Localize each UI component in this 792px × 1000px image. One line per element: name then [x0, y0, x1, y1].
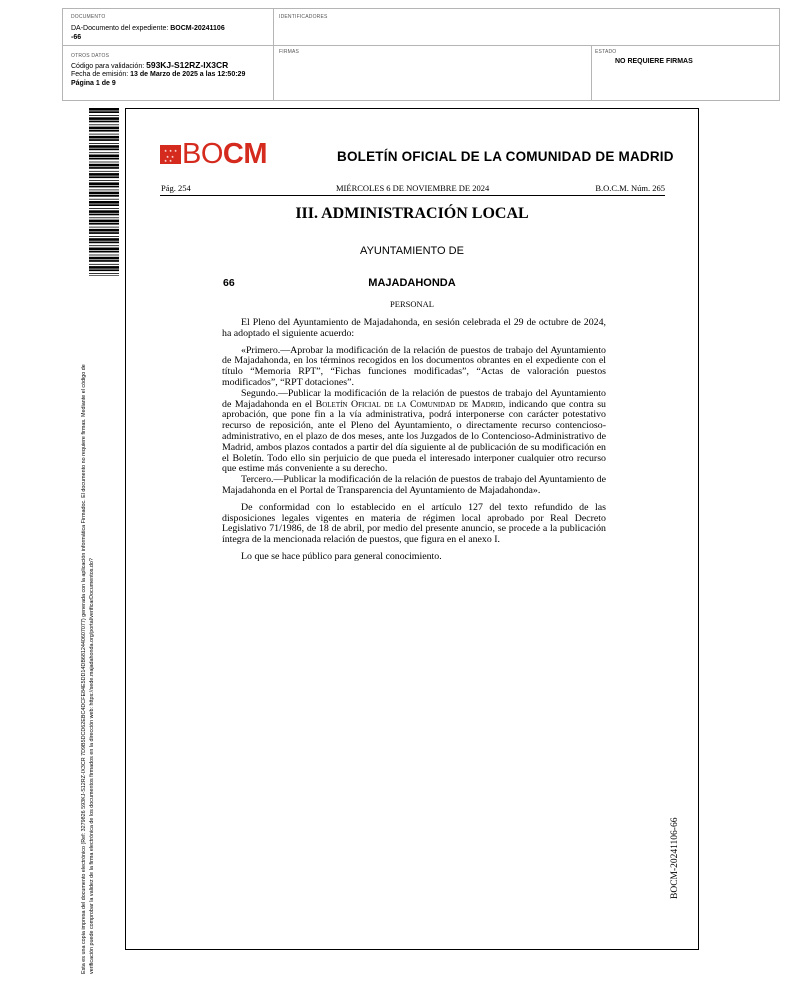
bocm-logo	[160, 139, 267, 169]
estado-label: ESTADO	[595, 49, 617, 55]
otros-datos-label: OTROS DATOS	[71, 53, 110, 59]
municipality-heading: MAJADAHONDA	[368, 277, 456, 289]
documento-id-suffix: -66	[71, 33, 82, 41]
codigo-value: 593KJ-S12RZ-IX3CR	[146, 60, 229, 70]
paragraph: Segundo.—Publicar la modificación de la relación de puestos de trabajo del Ayuntamiento de Majadahonda en el Boletín Oficial de la Comunidad de Madrid, indicando que contra su aprobación, que pone fin a la vía administrativa, podrá interponerse con carácter potestativo recurso de reposición, ante el Pleno del Ayuntamiento, o directamente recurso contencioso-administrativo, en el plazo de dos meses, ante los Juzgados de lo Contencioso-Administrativo de Madrid, ambos plazos contados a partir del día siguiente al de publicación de su modificación en el Boletín. Todo ello sin perjuicio de que pueda el interesado interponer cualquier otro recurso que estime más conveniente a su derecho.	[222, 387, 606, 475]
bulletin-page	[125, 108, 699, 950]
publication-date: MIÉRCOLES 6 DE NOVIEMBRE DE 2024	[336, 183, 490, 193]
documento-label: DOCUMENTO	[71, 14, 106, 20]
announcement-body	[222, 318, 606, 563]
document-metadata-box	[62, 8, 780, 101]
paragraph: «Primero.—Aprobar la modificación de la relación de puestos de trabajo del Ayuntamiento de Majadahonda, en los términos recogidos en los documentos obrantes en el expediente con el título “Memoria RPT”, “Fichas funciones modificadas”, “Actas de valoración puestos modificados”, “RPT dotaciones”.	[222, 344, 606, 388]
logo-wordmark: BOCM	[182, 138, 268, 170]
fecha-emision	[71, 71, 245, 80]
verification-side-text	[80, 284, 96, 974]
section-heading: III. ADMINISTRACIÓN LOCAL	[295, 205, 529, 222]
pagina-info: Página 1 de 9	[71, 80, 116, 87]
madrid-flag-icon: ★ ★ ★ ★ ★ ★ ★	[160, 145, 181, 164]
estado-value: NO REQUIERE FIRMAS	[615, 58, 693, 65]
fecha-prefix: Fecha de emisión:	[71, 71, 131, 78]
divider	[63, 45, 779, 46]
fecha-value: 13 de Marzo de 2025 a las 12:50:29	[130, 71, 246, 78]
ayuntamiento-heading: AYUNTAMIENTO DE	[360, 245, 464, 257]
subject-heading: PERSONAL	[390, 299, 434, 309]
page-number: Pág. 254	[161, 183, 191, 193]
divider	[273, 9, 274, 100]
document-reference: BOCM-20241106-66	[670, 817, 680, 899]
documento-value	[71, 25, 225, 42]
bulletin-title: BOLETÍN OFICIAL DE LA COMUNIDAD DE MADRID	[337, 149, 674, 164]
paragraph: De conformidad con lo establecido en el artículo 127 del texto refundido de las disposiciones legales vigentes en materia de régimen local aprobado por Real Decreto Legislativo 71/1986, de 18 de abril, por medio del presente anuncio, se procede a la publicación íntegra de la mencionada relación de puestos, que figura en el anexo I.	[222, 501, 606, 546]
side-text-line: verificación puede comprobar la validez de la firma electrónica de los documentos firmados en la dirección web: https://sede.majadahonda.org/portal/verificarDocumentos.do?	[89, 558, 95, 974]
divider	[591, 46, 592, 100]
firmas-label: FIRMAS	[279, 49, 300, 55]
announcement-number: 66	[223, 277, 235, 289]
identificadores-label: IDENTIFICADORES	[279, 14, 328, 20]
paragraph: El Pleno del Ayuntamiento de Majadahonda, en sesión celebrada el 29 de octubre de 2024, ha adoptado el siguiente acuerdo:	[222, 317, 606, 339]
issue-number: B.O.C.M. Núm. 265	[595, 183, 665, 193]
codigo-prefix: Código para validación:	[71, 63, 147, 70]
paragraph: Lo que se hace público para general conocimiento.	[241, 550, 442, 562]
barcode	[89, 108, 119, 276]
documento-id: BOCM-20241106	[170, 25, 225, 32]
codigo-validacion	[71, 61, 228, 72]
side-text-line: Esta es una copia impresa del documento electrónico (Ref: 3279826 593KJ-S12RZ-IX3CR 7D9B5DCD62EBC4DCFE84E5DD14DB6812440607077) generada con la aplicación informática Firmadoc. El documento no requiere firmas. Mediante el código de	[81, 364, 87, 974]
paragraph: Tercero.—Publicar la modificación de la relación de puestos de trabajo del Ayuntamiento de Majadahonda en el Portal de Transparencia del Ayuntamiento de Majadahonda».	[222, 474, 606, 496]
page-header-bar	[160, 180, 665, 196]
documento-prefix: DA-Documento del expediente:	[71, 25, 171, 32]
bulletin-name: Boletín Oficial de la Comunidad de Madrid	[315, 398, 503, 410]
